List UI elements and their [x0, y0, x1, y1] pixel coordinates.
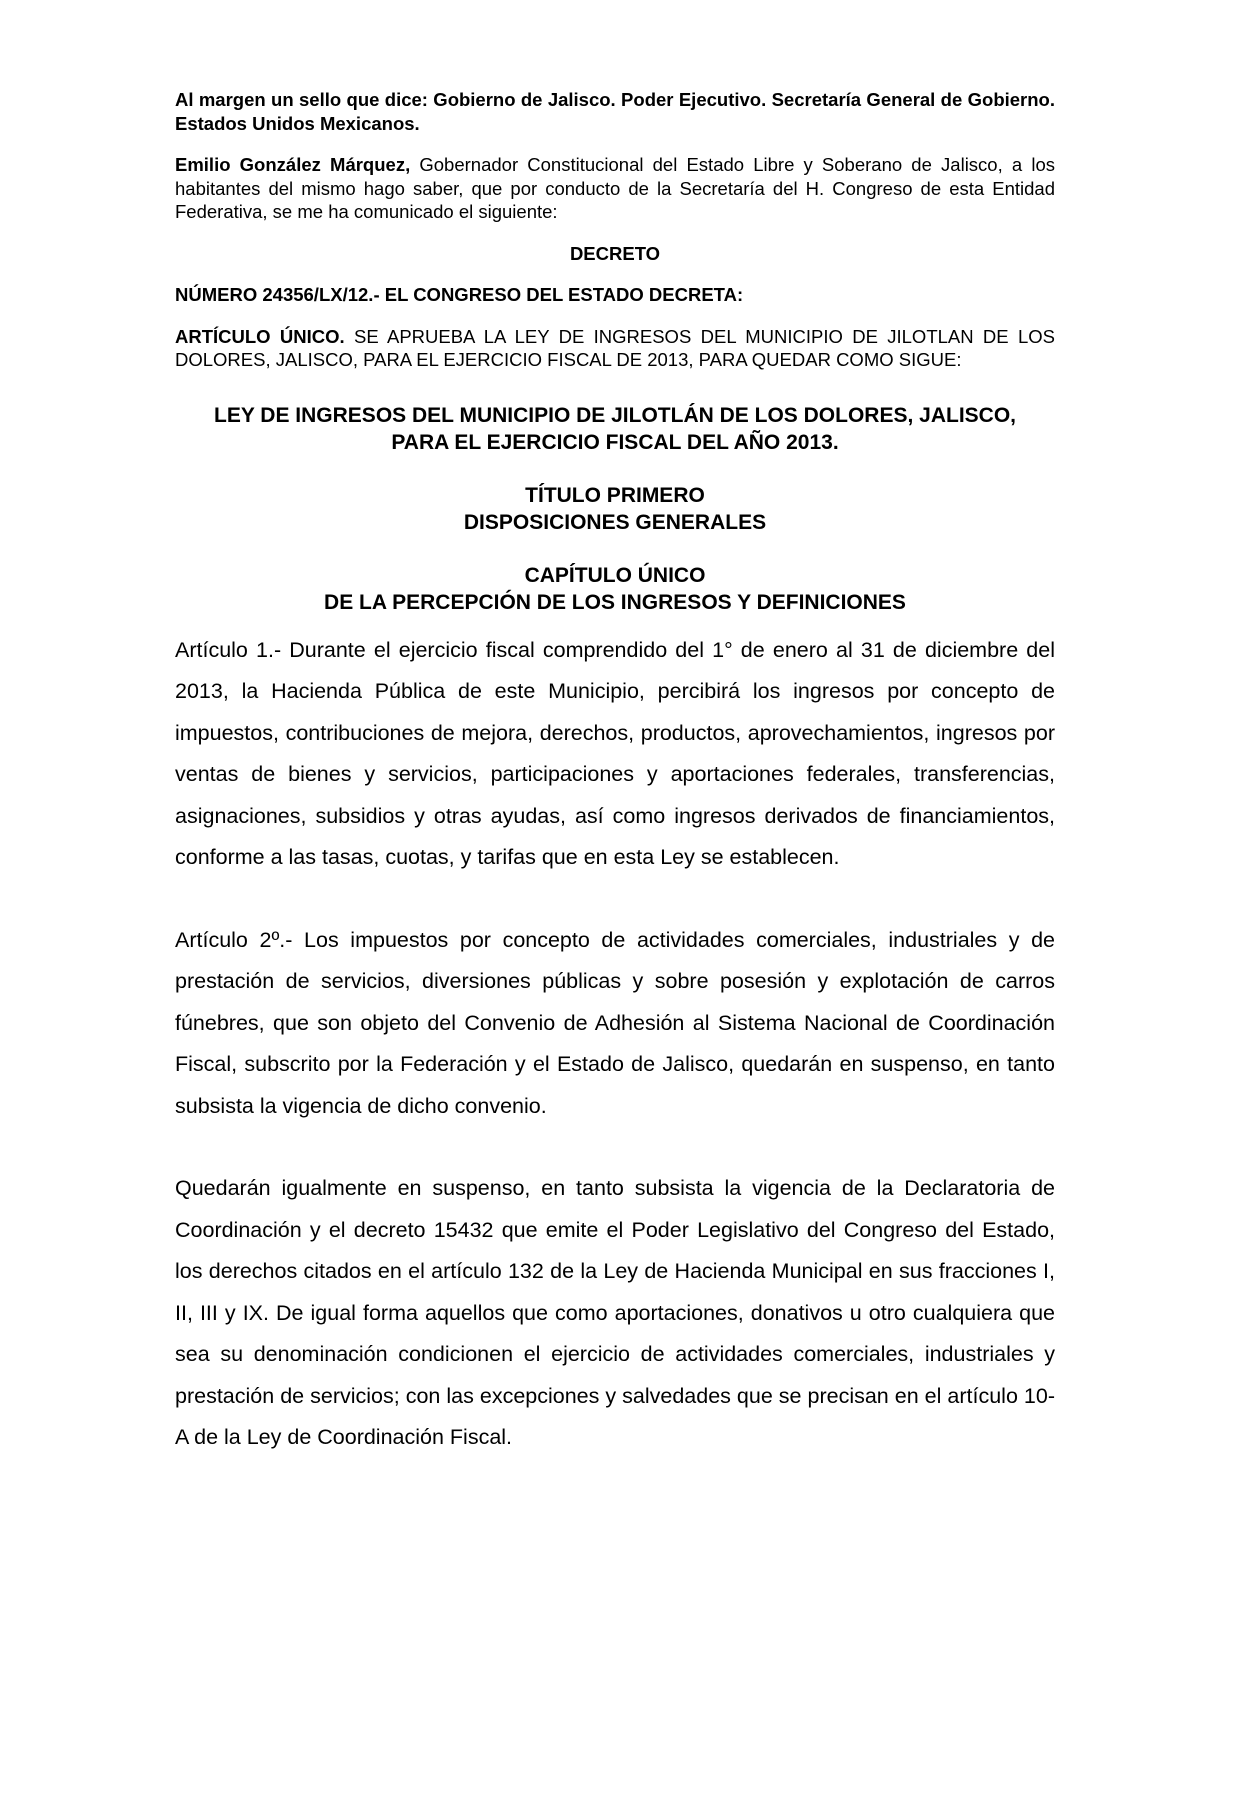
decree-number: NÚMERO 24356/LX/12.- EL CONGRESO DEL ESTADO DECRETA:	[175, 284, 744, 305]
governor-text: Gobernador Constitucional del Estado Libre y Soberano de Jalisco, a los habitantes del mismo hago saber, que por conducto de la Secretaría del H. Congreso de esta Entidad Federativa, se me ha comunicado el siguiente:	[175, 154, 1055, 222]
law-title	[175, 402, 1055, 456]
article-2: Artículo 2º.- Los impuestos por concepto de actividades comerciales, industriales y de prestación de servicios, diversiones públicas y sobre posesión y explotación de carros fúnebres, que son objeto del Convenio de Adhesión al Sistema Nacional de Coordinación Fiscal, subscrito por la Federación y el Estado de Jalisco, quedarán en suspenso, en tanto subsista la vigencia de dicho convenio.	[175, 927, 1055, 1118]
article-unique-label: ARTÍCULO ÚNICO.	[175, 325, 345, 347]
title-section-line1: TÍTULO PRIMERO	[525, 483, 705, 507]
title-section-line2: DISPOSICIONES GENERALES	[463, 510, 767, 534]
decree-label: DECRETO	[569, 242, 661, 264]
paragraph-gap	[175, 879, 1055, 920]
chapter-section	[175, 562, 1055, 616]
chapter-section-line1: CAPÍTULO ÚNICO	[524, 563, 706, 587]
paragraph-3: Quedarán igualmente en suspenso, en tanto subsista la vigencia de la Declaratoria de Coordinación y el decreto 15432 que emite el Poder Legislativo del Congreso del Estado, los derechos citados en el artículo 132 de la Ley de Hacienda Municipal en sus fracciones I, II, III y IX. De igual forma aquellos que como aportaciones, donativos u otro cualquiera que sea su denominación condicionen el ejercicio de actividades comerciales, industriales y prestación de servicios; con las excepciones y salvedades que se precisan en el artículo 10-A de la Ley de Coordinación Fiscal.	[175, 1176, 1055, 1449]
paragraph-gap	[175, 1127, 1055, 1168]
chapter-section-line2: DE LA PERCEPCIÓN DE LOS INGRESOS Y DEFINICIONES	[324, 590, 906, 614]
article-1: Artículo 1.- Durante el ejercicio fiscal comprendido del 1° de enero al 31 de diciembre del 2013, la Hacienda Pública de este Municipio, percibirá los ingresos por concepto de impuestos, contribuciones de mejora, derechos, productos, aprovechamientos, ingresos por ventas de bienes y servicios, participaciones y aportaciones federales, transferencias, asignaciones, subsidios y otras ayudas, así como ingresos derivados de financiamientos, conforme a las tasas, cuotas, y tarifas que en esta Ley se establecen.	[175, 637, 1055, 869]
law-title-line1: LEY DE INGRESOS DEL MUNICIPIO DE JILOTLÁN DE LOS DOLORES, JALISCO,	[214, 403, 1016, 427]
seal-note: Al margen un sello que dice: Gobierno de Jalisco. Poder Ejecutivo. Secretaría General de Gobierno. Estados Unidos Mexicanos.	[175, 89, 1055, 134]
governor-name: Emilio González Márquez,	[175, 154, 411, 175]
document-page	[175, 88, 1055, 1459]
title-section	[175, 482, 1055, 536]
article-unique-text: SE APRUEBA LA LEY DE INGRESOS DEL MUNICIPIO DE JILOTLAN DE LOS DOLORES, JALISCO, PARA EL EJERCICIO FISCAL DE 2013, PARA QUEDAR COMO SIGUE:	[175, 325, 1055, 370]
article-unique-paragraph	[175, 325, 1055, 372]
governor-paragraph	[175, 153, 1055, 224]
law-title-line2: PARA EL EJERCICIO FISCAL DEL AÑO 2013.	[391, 430, 839, 454]
